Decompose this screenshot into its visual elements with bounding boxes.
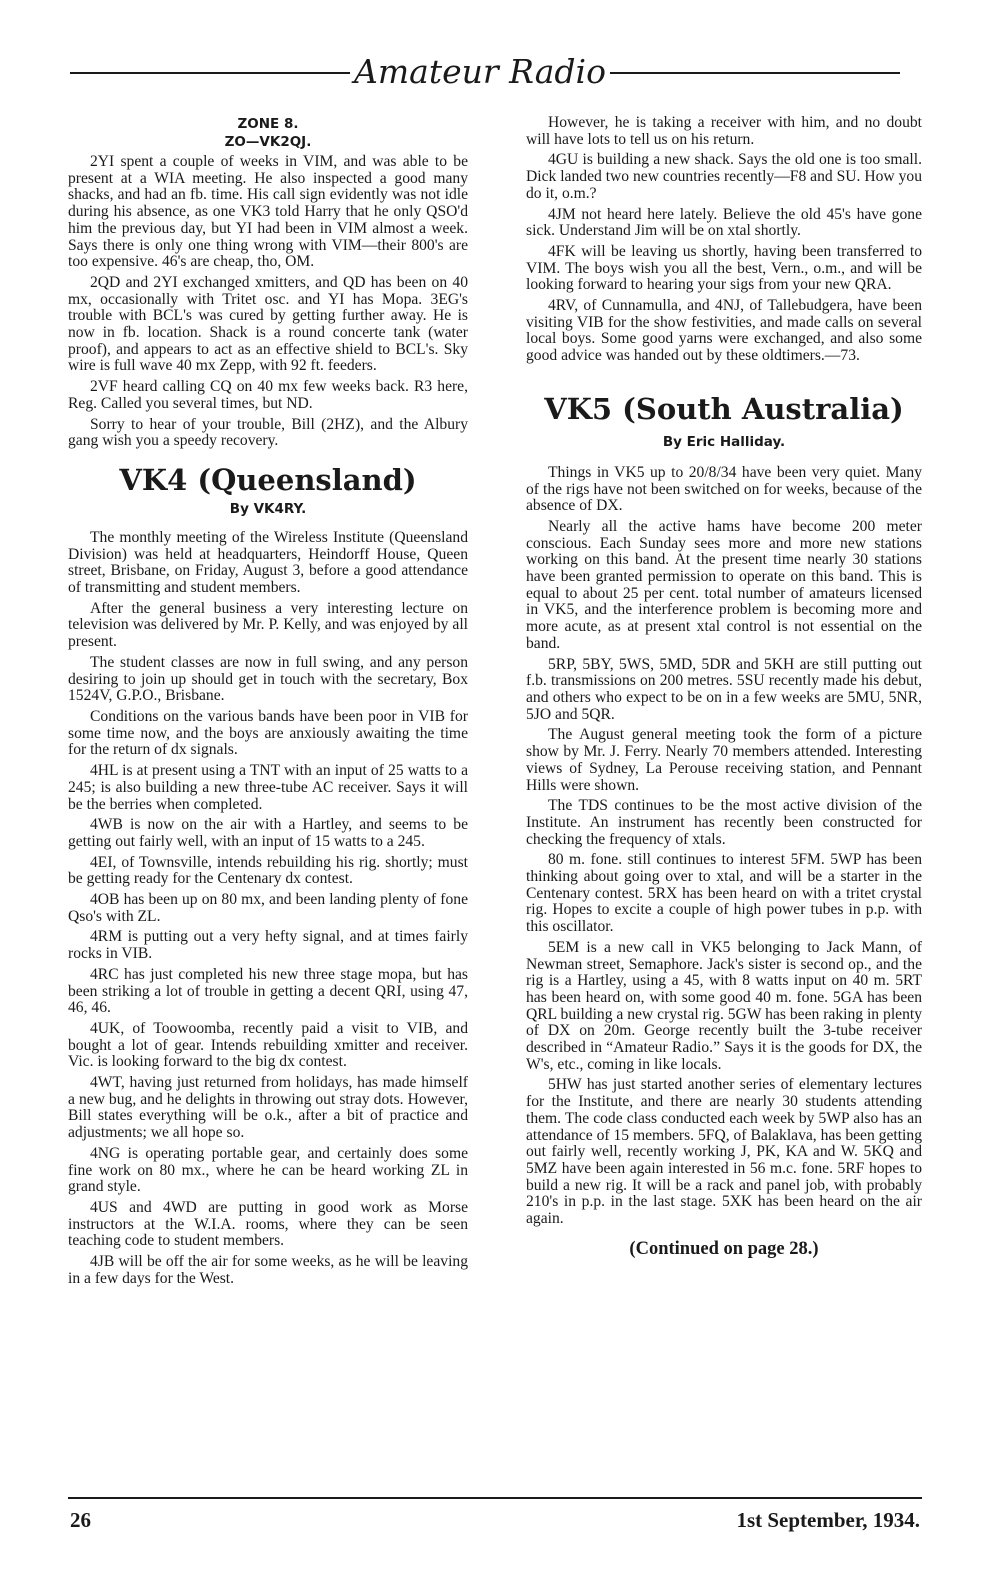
paragraph: 4JB will be off the air for some weeks, as he will be leaving in a few days for the West. bbox=[68, 1253, 468, 1287]
paragraph: 4HL is at present using a TNT with an input of 25 watts to a 245; is also building a new three-tube AC receiver. Says it will be the berries when completed. bbox=[68, 762, 468, 813]
paragraph: The monthly meeting of the Wireless Institute (Queensland Division) was held at headquarters, Heindorff House, Queen street, Brisbane, on Friday, August 3, before a good attendance of transmitting and student members. bbox=[68, 528, 468, 597]
paragraph: 4RC has just completed his new three stage mopa, but has been striking a lot of trouble in getting a decent QRI, using 47, 46, 46. bbox=[68, 965, 468, 1017]
left-column bbox=[68, 115, 468, 1291]
vk4-section bbox=[68, 530, 468, 1288]
paragraph: The TDS continues to be the most active division of the Institute. An instrument has recently been constructed for checking the frequency of xtals. bbox=[526, 797, 922, 848]
zone-title: ZONE 8. bbox=[237, 116, 299, 132]
paragraph: 4EI, of Townsville, intends rebuilding his rig. shortly; must be getting ready for the Centenary dx contest. bbox=[68, 853, 468, 888]
paragraph: 2QD and 2YI exchanged xmitters, and QD has been on 40 mx, occasionally with Tritet osc. and YI has Mopa. 3EG's trouble with BCL's was cured by getting further away. He is now in fb. location. Shack is a round concerte tank (water proof), and appears to act as an effective shield to BCL's. Sky wire is full wave 40 mx Zepp, with 92 ft. feeders. bbox=[68, 273, 468, 375]
paragraph: 4WB is now on the air with a Hartley, and seems to be getting out fairly well, with an input of 15 watts to a 245. bbox=[68, 816, 468, 850]
paragraph: 5HW has just started another series of elementary lectures for the Institute, and there are nearly 30 students attending them. The code class conducted each week by 5WP also has an attendance of 15 members. 5FQ, of Balaklava, has been getting out fairly well, recently working J, PK, KA and W. 5KQ and 5MZ have been again interested in 56 m.c. fone. 5RF hopes to build a new rig. It will be a rack and panel job, with probably 210's in p.p. in the last stage. 5XK has been heard on the air again. bbox=[526, 1076, 922, 1228]
paragraph: The August general meeting took the form of a picture show by Mr. J. Ferry. Nearly 70 members attended. Interesting views of Sydney, La Perouse receiving station, and Pennant Hills were shown. bbox=[526, 726, 922, 794]
issue-date: 1st September, 1934. bbox=[736, 1508, 920, 1532]
paragraph: After the general business a very interesting lecture on television was delivered by Mr. P. Kelly, and was enjoyed by all present. bbox=[68, 599, 468, 651]
paragraph: 80 m. fone. still continues to interest 5FM. 5WP has been thinking about going over to xtal, and will be a starter in the Centenary contest. 5RX has been heard on with a tritet crystal rig. Hopes to excite a couple of high power tubes in p.p. with this oscillator. bbox=[526, 851, 922, 936]
vk4-continued-section bbox=[526, 115, 922, 365]
paragraph: 5EM is a new call in VK5 belonging to Jack Mann, of Newman street, Semaphore. Jack's sister is second op., and the rig is a Hartley, using a 45, with 8 watts input on 40 m. 5RT has been heard on, with some good 40 m. fone. 5GA has been QRL building a new crystal rig. 5GW has been raking in plenty of DX on 20m. George recently built the 3-tube receiver described in “Amateur Radio.” Says it is the goods for DX, the W's, etc., coming in like locals. bbox=[526, 938, 922, 1073]
masthead-title: Amateur Radio bbox=[354, 52, 606, 91]
paragraph: 4NG is operating portable gear, and certainly does some fine work on 80 mx., where he can be heard working ZL in grand style. bbox=[68, 1144, 468, 1196]
zone-section bbox=[68, 154, 468, 450]
paragraph: 5RP, 5BY, 5WS, 5MD, 5DR and 5KH are still putting out f.b. transmissions on 200 metres. 5SU recently made his debut, and others who expect to be on in a few weeks are 5MU, 5NR, 5JO and 5QR. bbox=[526, 655, 922, 723]
paragraph: 2YI spent a couple of weeks in VIM, and was able to be present at a WIA meeting. He also inspected a good many shacks, and had an fb. time. His call sign evidently was not idle during his absence, as one VK3 told Harry that he only QSO'd him the previous day, but YI had been in VIM almost a week. Says there is only one thing wrong with VIM—their 800's are too expensive. 46's are cheap, tho, OM. bbox=[68, 153, 468, 271]
vk4-heading: VK4 (Queensland) bbox=[119, 462, 417, 497]
paragraph: 2VF heard calling CQ on 40 mx few weeks back. R3 here, Reg. Called you several times, but ND. bbox=[68, 378, 468, 412]
paragraph: 4RV, of Cunnamulla, and 4NJ, of Tallebudgera, have been visiting VIB for the show festivities, and made calls on several local boys. Some good yarns were exchanged, and also some good advice was handed out by these oldtimers.—73. bbox=[526, 297, 922, 365]
paragraph: 4OB has been up on 80 mx, and been landing plenty of fone Qso's with ZL. bbox=[68, 891, 468, 925]
paragraph: Nearly all the active hams have become 200 meter conscious. Each Sunday sees more and more new stations working on this band. At the present time nearly 30 stations have been granted permission to operate on this band. This is equal to about 25 per cent. total number of amateurs licensed in VK5, and the interference problem is becoming more and more acute, as at present xtal control is not essential on the band. bbox=[526, 517, 922, 652]
paragraph: The student classes are now in full swing, and any person desiring to join up should get in touch with the secretary, Box 1524V, G.P.O., Brisbane. bbox=[68, 653, 468, 705]
paragraph: 4RM is putting out a very hefty signal, and at times fairly rocks in VIB. bbox=[68, 928, 468, 963]
zone-subtitle: ZO—VK2QJ. bbox=[224, 134, 312, 150]
vk5-heading: VK5 (South Australia) bbox=[544, 391, 904, 426]
paragraph: Conditions on the various bands have been poor in VIB for some time now, and the boys are anxiously awaiting the time for the return of dx signals. bbox=[68, 707, 468, 759]
vk5-section bbox=[526, 465, 922, 1228]
paragraph: Sorry to hear of your trouble, Bill (2HZ), and the Albury gang wish you a speedy recovery. bbox=[68, 415, 468, 450]
masthead-rule-right bbox=[610, 72, 900, 74]
paragraph: 4JM not heard here lately. Believe the old 45's have gone sick. Understand Jim will be on xtal shortly. bbox=[526, 205, 922, 240]
paragraph: 4US and 4WD are putting in good work as Morse instructors at the W.I.A. rooms, where they can be seen teaching code to student members. bbox=[68, 1198, 468, 1250]
continued-note: (Continued on page 28.) bbox=[629, 1238, 819, 1259]
paragraph: 4GU is building a new shack. Says the old one is too small. Dick landed two new countries recently—F8 and SU. How you do it, o.m.? bbox=[526, 151, 922, 202]
masthead bbox=[70, 50, 910, 100]
vk5-byline: By Eric Halliday. bbox=[662, 433, 786, 450]
paragraph: However, he is taking a receiver with him, and no doubt will have lots to tell us on his return. bbox=[526, 114, 922, 148]
page-number: 26 bbox=[70, 1508, 91, 1532]
right-column bbox=[526, 115, 922, 1260]
masthead-rule-left bbox=[70, 72, 350, 74]
paragraph: 4UK, of Toowoomba, recently paid a visit to VIB, and bought a lot of gear. Intends rebuilding xmitter and receiver. Vic. is looking forward to the big dx contest. bbox=[68, 1019, 468, 1071]
paragraph: Things in VK5 up to 20/8/34 have been very quiet. Many of the rigs have not been switched on for weeks, because of the absence of DX. bbox=[526, 463, 922, 515]
paragraph: 4FK will be leaving us shortly, having been transferred to VIM. The boys wish you all the best, Vern., o.m., and will be looking forward to hearing your sigs from your new QRA. bbox=[526, 242, 922, 294]
footer-rule bbox=[68, 1497, 922, 1499]
vk4-byline: By VK4RY. bbox=[229, 500, 307, 517]
paragraph: 4WT, having just returned from holidays, has made himself a new bug, and he delights in throwing out stray dots. However, Bill states everything will be o.k., after a bit of practice and adjustments; we all hope so. bbox=[68, 1074, 468, 1142]
